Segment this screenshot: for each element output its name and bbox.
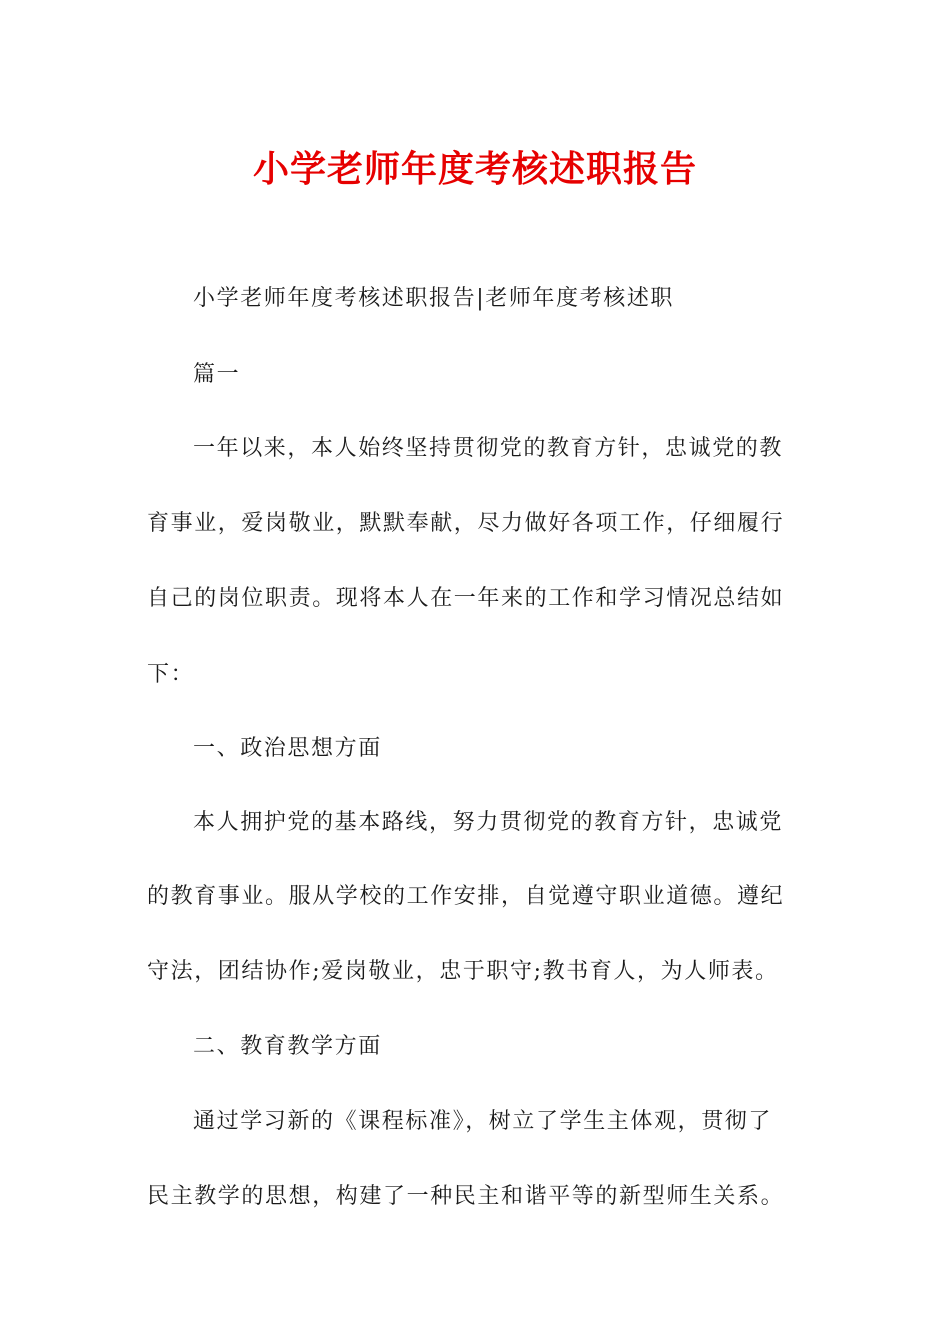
section-heading: 二、教育教学方面	[193, 1034, 382, 1059]
paragraph-line: 民主教学的思想，构建了一种民主和谐平等的新型师生关系。	[147, 1184, 785, 1209]
paragraph-line: 本人拥护党的基本路线，努力贯彻党的教育方针，忠诚党	[193, 810, 784, 835]
section-label: 篇一	[193, 362, 241, 387]
paragraph-line: 下：	[147, 662, 195, 687]
paragraph-line: 自己的岗位职责。现将本人在一年来的工作和学习情况总结如	[147, 586, 785, 611]
paragraph-line: 守法，团结协作;爱岗敬业，忠于职守;教书育人，为人师表。	[147, 959, 779, 984]
document-title: 小学老师年度考核述职报告	[252, 149, 697, 190]
paragraph-line: 一年以来，本人始终坚持贯彻党的教育方针，忠诚党的教	[193, 436, 784, 461]
paragraph-line: 通过学习新的《课程标准》，树立了学生主体观，贯彻了	[193, 1109, 773, 1134]
subtitle-line: 小学老师年度考核述职报告|老师年度考核述职	[193, 286, 675, 311]
paragraph-line: 育事业，爱岗敬业，默默奉献，尽力做好各项工作，仔细履行	[147, 511, 785, 536]
paragraph-line: 的教育事业。服从学校的工作安排，自觉遵守职业道德。遵纪	[147, 884, 785, 909]
section-heading: 一、政治思想方面	[193, 736, 382, 761]
